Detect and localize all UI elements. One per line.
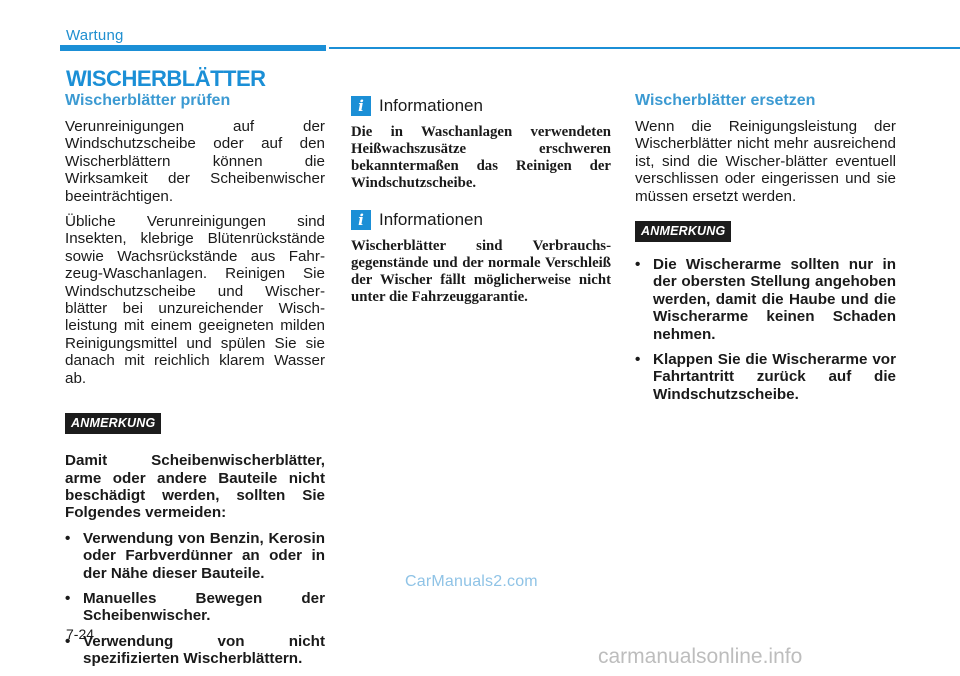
column-right bbox=[635, 92, 896, 411]
info-text-wax: Die in Waschanlagen verwendeten Heißwachszusätze erschweren bekanntermaßen das Reinigen der Windschutzscheibe. bbox=[351, 124, 611, 191]
note-bullet-list bbox=[635, 256, 896, 403]
note-intro: Damit Scheibenwischerblätter, arme oder andere Bauteile nicht beschädigt werden, sollten Sie Folgendes vermeiden: bbox=[65, 452, 325, 522]
info-header bbox=[351, 96, 611, 116]
info-icon: i bbox=[351, 96, 371, 116]
info-title: Informationen bbox=[379, 96, 483, 115]
paragraph-replace: Wenn die Reinigungsleistung der Wischerblätter nicht mehr ausreichend ist, sind die Wischer-blätter eventuell verschlissen oder eingerissen und sie müssen ersetzt werden. bbox=[635, 118, 896, 205]
list-item: • Verwendung von nicht spezifizierten Wischerblättern. bbox=[65, 633, 325, 668]
info-header bbox=[351, 210, 611, 230]
note-bullet-list bbox=[65, 530, 325, 668]
note-badge: ANMERKUNG bbox=[635, 221, 731, 242]
column-left bbox=[65, 92, 325, 676]
header-rule-thick bbox=[60, 45, 326, 51]
paragraph-contamination: Verunreinigungen auf der Windschutzscheibe oder auf den Wischerblättern können die Wirksamkeit der Scheibenwischer beeinträchtigen. bbox=[65, 118, 325, 205]
list-item: • Manuelles Bewegen der Scheibenwischer. bbox=[65, 590, 325, 625]
info-text-wear: Wischerblätter sind Verbrauchs-gegenstände und der normale Verschleiß der Wischer fällt möglicherweise nicht unter die Fahrzeuggarantie. bbox=[351, 238, 611, 305]
list-item: • Verwendung von Benzin, Kerosin oder Farbverdünner an oder in der Nähe dieser Bauteile. bbox=[65, 530, 325, 582]
column-middle bbox=[351, 96, 611, 318]
paragraph-cleaning: Übliche Verunreinigungen sind Insekten, klebrige Blütenrückstände sowie Wachsrückstände aus Fahr-zeug-Waschanlagen. Reinigen Sie Windschutzscheibe und Wischer-blätter bei unzureichender Wisch-leistung mit einem geeigneten milden Reinigungsmittel und spülen Sie sie danach mit reichlich klarem Wasser ab. bbox=[65, 213, 325, 387]
header-section-label: Wartung bbox=[66, 27, 124, 44]
section-heading-replace: Wischerblätter ersetzen bbox=[635, 92, 816, 109]
page-number: 7-24 bbox=[66, 626, 95, 642]
page-title: WISCHERBLÄTTER bbox=[66, 66, 266, 91]
note-badge: ANMERKUNG bbox=[65, 413, 161, 434]
header-rule-thin bbox=[329, 47, 960, 49]
watermark: CarManuals2.com bbox=[405, 573, 538, 590]
footer-watermark: carmanualsonline.info bbox=[598, 645, 803, 668]
list-item: • Klappen Sie die Wischerarme vor Fahrtantritt zurück auf die Windschutzscheibe. bbox=[635, 351, 896, 403]
section-heading-check: Wischerblätter prüfen bbox=[65, 92, 231, 109]
info-title: Informationen bbox=[379, 210, 483, 229]
list-item: • Die Wischerarme sollten nur in der obersten Stellung angehoben werden, damit die Haube und die Wischerarme keinen Schaden nehmen. bbox=[635, 256, 896, 343]
info-icon: i bbox=[351, 210, 371, 230]
